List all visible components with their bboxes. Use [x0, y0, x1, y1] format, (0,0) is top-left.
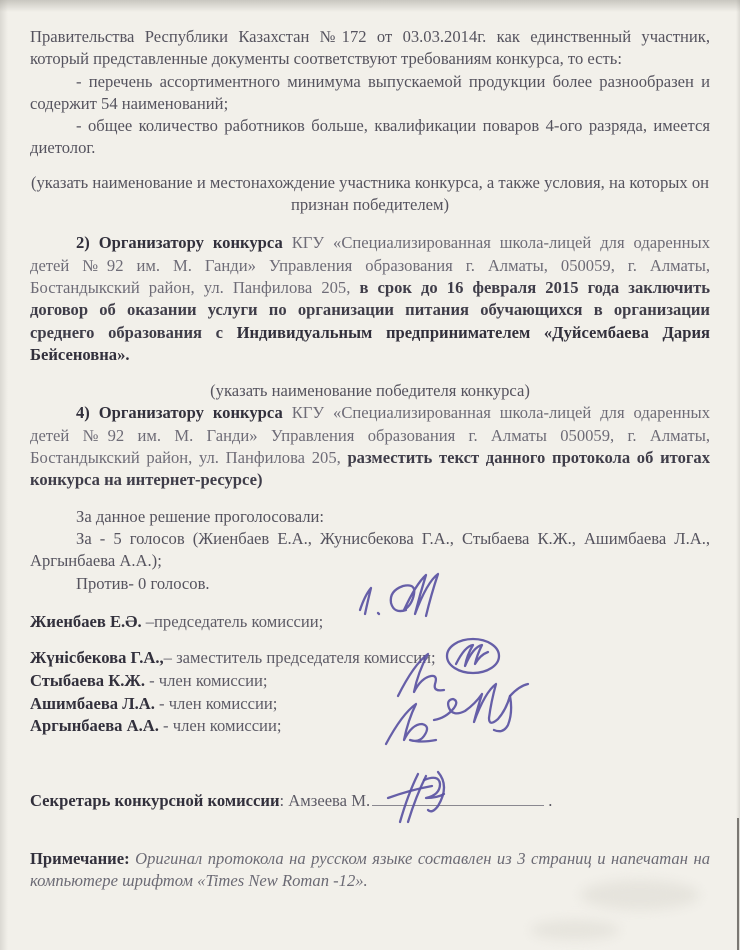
member-role: - член комиссии;: [154, 693, 278, 713]
member-role: – заместитель председателя комиссии;: [163, 648, 436, 668]
clause-4-lead: 4) Организатору конкурса: [76, 403, 292, 423]
committee-row-deputy: [30, 647, 710, 670]
caption-winner: (указать наименование победителя конкурса): [210, 381, 530, 401]
caption-participant: (указать наименование и местонахождение участника конкурса, а также условия, на которых он признан победителем): [30, 172, 710, 215]
member-name: Аргынбаева А.А.: [30, 716, 159, 736]
secretary-name: : Амзеева М.: [279, 790, 371, 810]
scan-right-edge-line: [737, 818, 739, 950]
scan-top-shadow: [0, 0, 740, 12]
secretary-signature-line: [372, 791, 544, 806]
committee-row-chairman: [30, 611, 710, 634]
clause-2-paragraph: [30, 232, 710, 366]
scan-right-shadow: [736, 0, 740, 950]
secretary-label: Секретарь конкурсной комиссии: [30, 790, 280, 810]
clause-4-publish: разместить текст данного протокола об итогах конкурса на интернет-ресурсе): [30, 448, 710, 490]
committee-list: [30, 611, 710, 738]
member-role: - член комиссии;: [158, 716, 282, 736]
voting-against: Против- 0 голосов.: [76, 573, 210, 593]
intro-paragraph: Правительства Республики Казахстан №172 от 03.03.2014г. как единственный участник, который представленные документы соответствуют требованиям конкурса, то есть:: [30, 27, 710, 69]
member-name: Стыбаева К.Ж.: [30, 671, 145, 691]
clause-2-winner: Индивидуальным предпринимателем «Дуйсембаева Дария Бейсеновна».: [30, 322, 710, 364]
member-role: –председатель комиссии;: [141, 611, 324, 631]
member-role: - член комиссии;: [144, 671, 268, 691]
voting-heading: За данное решение проголосовали:: [76, 506, 324, 526]
committee-row-member-1: [30, 670, 710, 693]
scan-smudge: [530, 920, 620, 940]
member-name: Жүнісбекова Г.А.,: [30, 648, 164, 668]
bullet-assortment: - перечень ассортиментного минимума выпускаемой продукции более разнообразен и содержит 54 наименований;: [30, 71, 710, 113]
voting-block: [30, 506, 710, 595]
clause-4-body: КГУ «Специализированная школа-лицей для одаренных детей №92 им. М. Ганди» Управления образования г. Алматы 050059, г. Алматы, Бостандыкский район, ул. Панфилова 205,: [30, 403, 710, 468]
document-body: [30, 26, 710, 893]
member-name: Жиенбаев Е.Ә.: [30, 611, 142, 631]
scan-left-shadow: [0, 0, 8, 950]
clause-2-deadline: в срок до 16 февраля 2015 года заключить договор об оказании услуги по организации питания обучающихся в организации среднего образования с: [30, 277, 711, 342]
clause-2-lead: 2) Организатору конкурса: [76, 233, 292, 253]
clause-4-paragraph: [30, 402, 710, 491]
clause-2-body: КГУ «Специализированная школа-лицей для одаренных детей №92 им. М. Ганди» Управления образования г. Алматы, 050059, г. Алматы, Бостандыкский район, ул. Панфилова 205,: [30, 233, 710, 297]
member-name: Ашимбаева Л.А.: [30, 693, 155, 713]
note-paragraph: [30, 848, 710, 893]
secretary-trailing-period: .: [544, 790, 553, 810]
committee-row-member-2: [30, 693, 710, 716]
secretary-line: [30, 790, 710, 812]
note-label: Примечание:: [30, 849, 136, 869]
committee-row-member-3: [30, 715, 710, 738]
bullet-staff: - общее количество работников больше, квалификации поваров 4-ого разряда, имеется диетолог.: [30, 116, 710, 158]
note-text: Оригинал протокола на русском языке составлен из 3 страниц и напечатан на компьютере шрифтом «Times New Roman -12».: [30, 849, 710, 891]
voting-for: За - 5 голосов (Жиенбаев Е.А., Жунисбекова Г.А., Стыбаева К.Ж., Ашимбаева Л.А., Аргынбаева А.А.);: [30, 528, 710, 571]
